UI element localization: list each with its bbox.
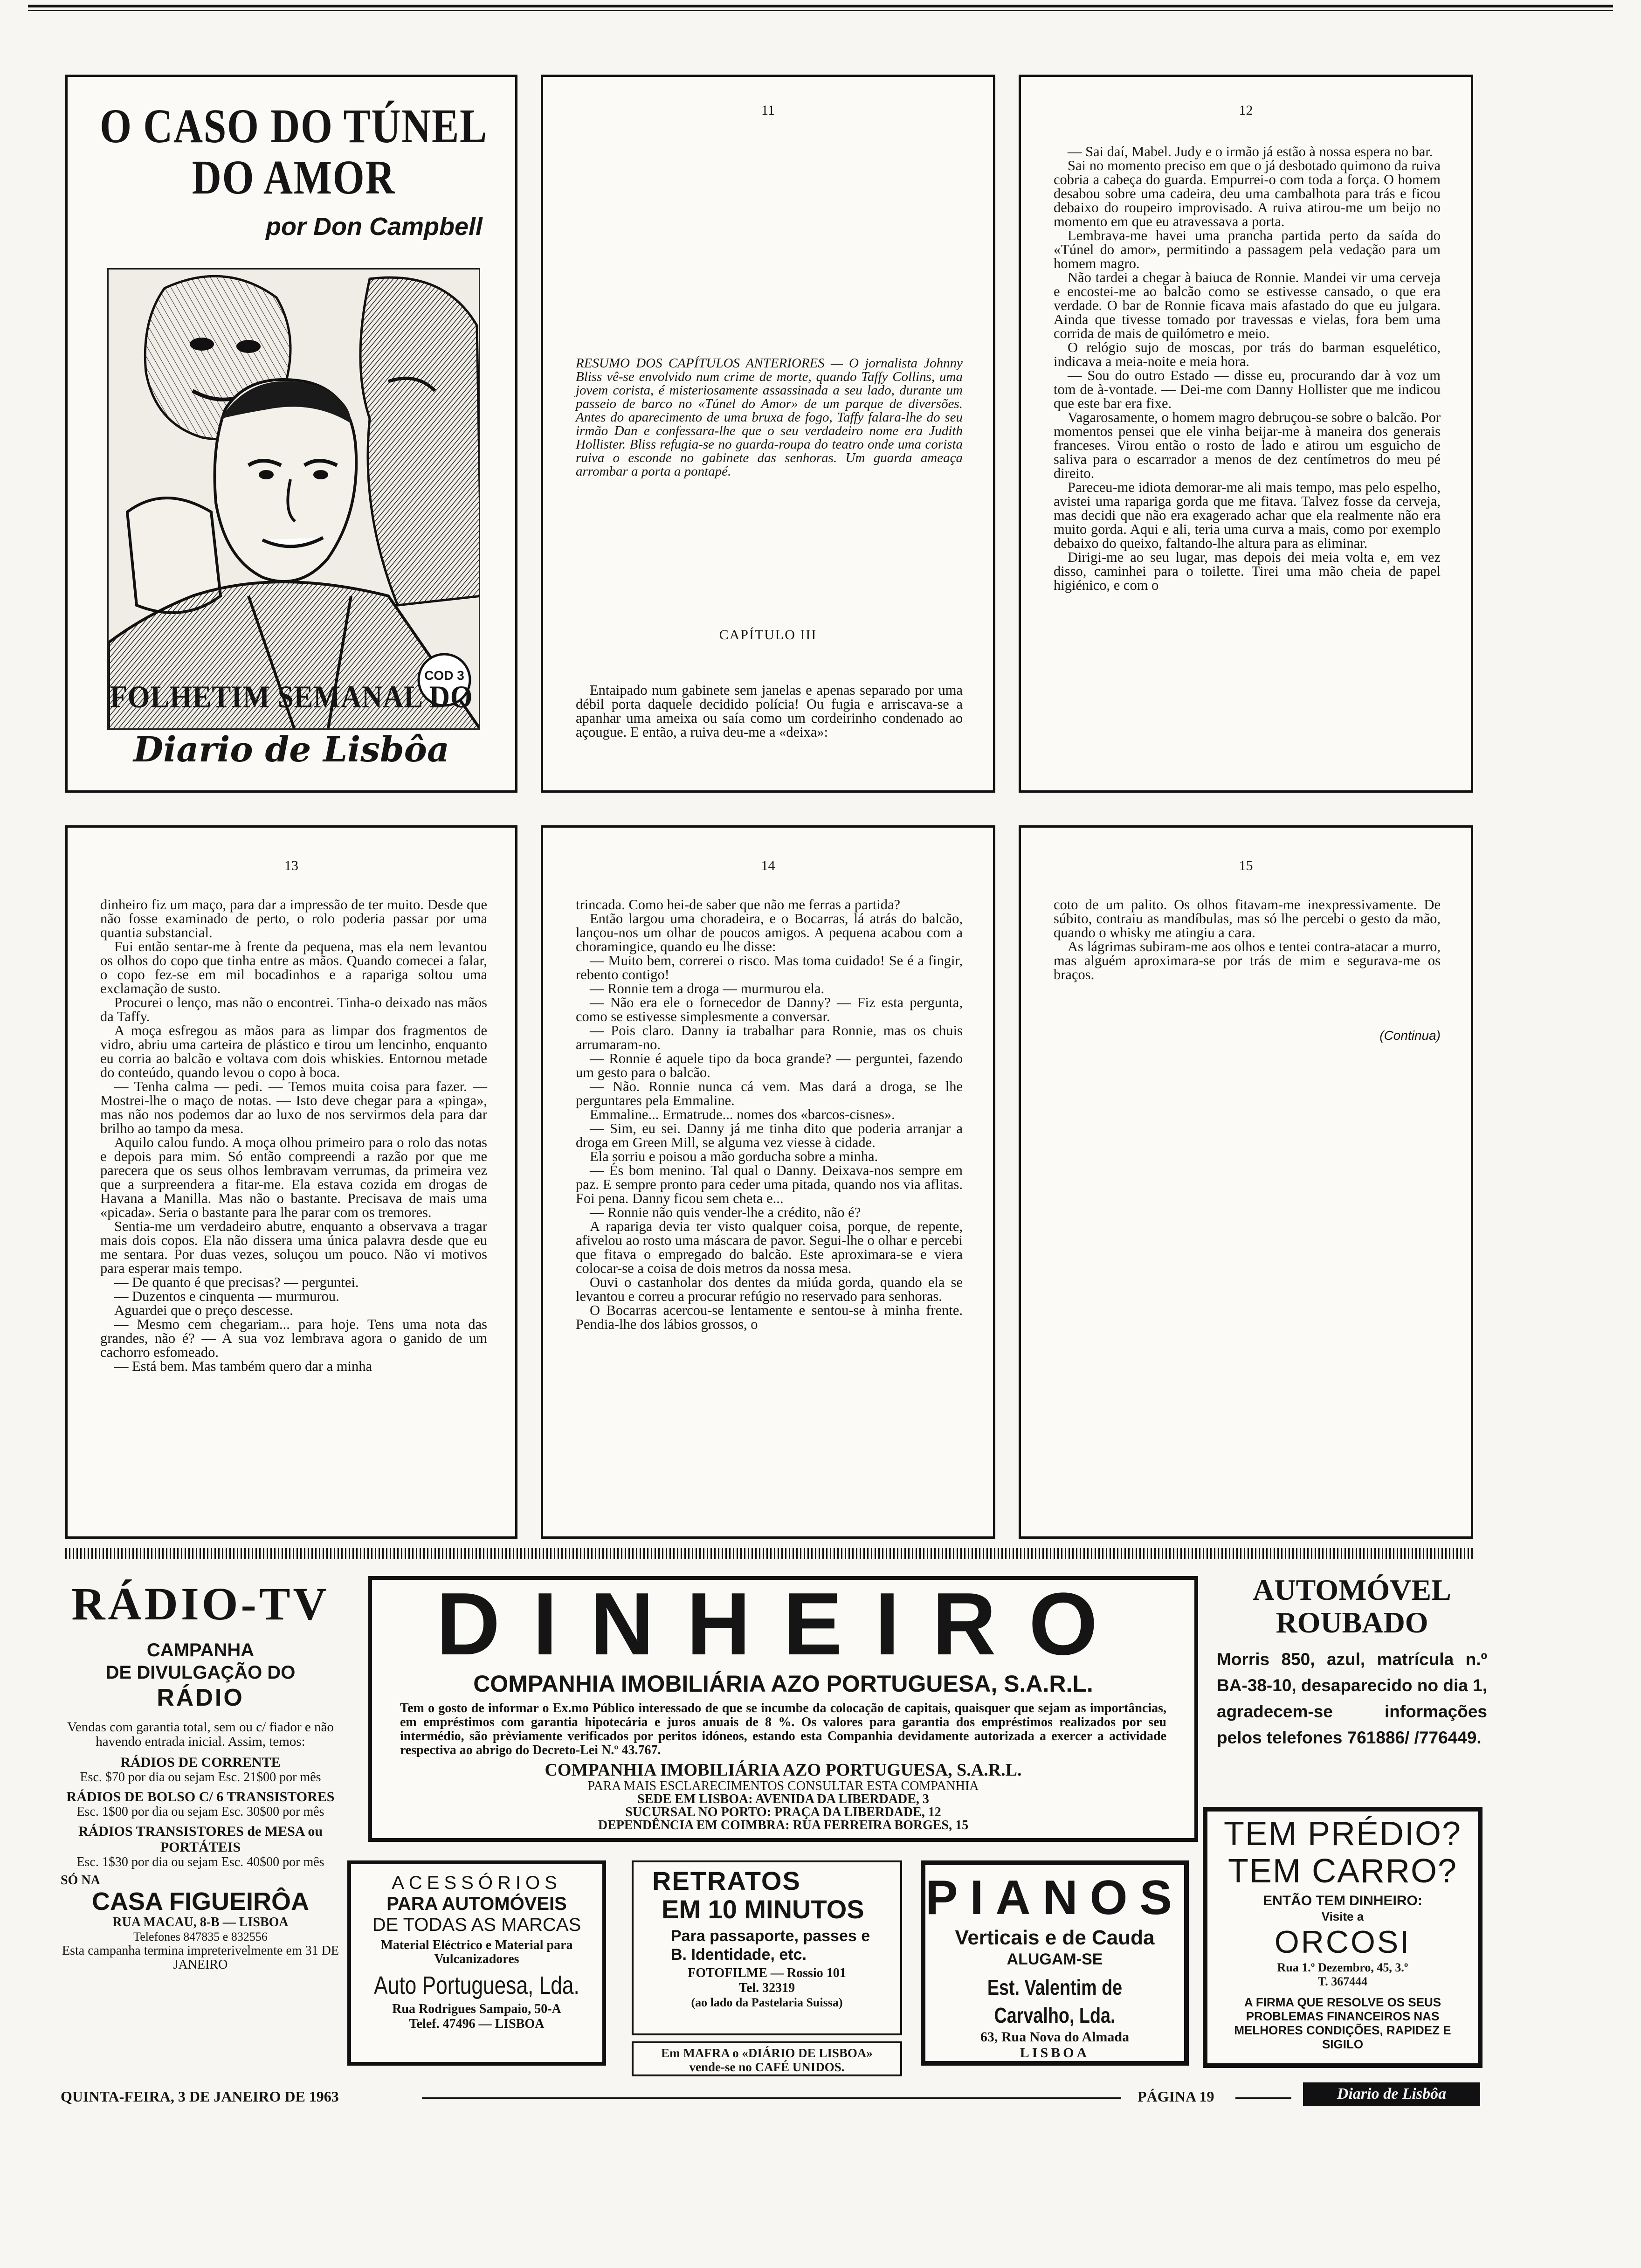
serial-title-line2: DO AMOR xyxy=(192,151,396,204)
paragraph: O relógio sujo de moscas, por trás do barman esquelético, indicava a meia-noite e meia hora. xyxy=(1054,339,1441,369)
radio-title: RÁDIO-TV xyxy=(71,1578,330,1630)
radio-subtitle-2: DE DIVULGAÇÃO DO xyxy=(105,1662,296,1683)
paragraph: coto de um palito. Os olhos fitavam-me inexpressivamente. De súbito, contraiu as mandíbulas, mas só lhe percebi o gesto da mão, quando o whisky me atingiu a cara. xyxy=(1054,897,1441,940)
ad-acessorios xyxy=(347,1860,606,2066)
footer-rule-right xyxy=(1235,2097,1291,2099)
ad-retratos xyxy=(632,1860,902,2035)
radio-address: RUA MACAU, 8-B — LISBOA xyxy=(112,1915,289,1929)
predio-footer: A FIRMA QUE RESOLVE OS SEUS PROBLEMAS FINANCEIROS NAS MELHORES CONDIÇÕES, RAPIDEZ E SIGILO xyxy=(1234,1995,1451,2051)
paragraph: Sai no momento preciso em que o já desbotado quimono da ruiva cobria a cabeça do guarda. Empurrei-o com toda a força. O homem desabou sobre uma cadeira, deu uma cambalhota para trás e ficou debaixo do roupeiro improvisado. A ruiva atirou-me um beijo no momento em que eu atravessava a porta. xyxy=(1054,158,1441,229)
paragraph: As lágrimas subiram-me aos olhos e tentei contra-atacar a murro, mas alguém aproximara-se por trás de mim e segurava-me os braços. xyxy=(1054,939,1441,982)
paragraph: — Pois claro. Danny ia trabalhar para Ronnie, mas os chuis arrumaram-no. xyxy=(576,1023,963,1052)
predio-line3: ENTÃO TEM DINHEIRO: xyxy=(1263,1893,1422,1908)
page-13-text xyxy=(100,898,487,1373)
paragraph: — És bom menino. Tal qual o Danny. Deixava-nos sempre em paz. E sempre pronto para ceder uma pitada, quando nos via aflitas. Foi pena. Danny ficou sem cheta e... xyxy=(576,1162,963,1206)
predio-phone: T. 367444 xyxy=(1317,1975,1368,1988)
paragraph: Aguardei que o preço descesse. xyxy=(114,1302,293,1318)
cover-credit-badge: COD 3 xyxy=(424,668,464,683)
acessorios-line3: DE TODAS AS MARCAS xyxy=(372,1915,581,1935)
paragraph: — Está bem. Mas também quero dar a minha xyxy=(114,1358,372,1374)
footer-page-number: PÁGINA 19 xyxy=(1138,2088,1214,2105)
dinheiro-body: Tem o gosto de informar o Ex.mo Público interessado de que se incumbe da colocação de capitais, quaisquer que sejam as importâncias, em empréstimos com garantia hipotecária e juros anuais de 8 %. Os valores para garantia dos empréstimos realizados por seu intermédio, são prèviamente verificados por peritos idóneos, estando esta Companhia devidamente autorizada a exercer a actividade respectiva ao abrigo do Decreto-Lei N.º 43.767. xyxy=(400,1701,1166,1757)
paragraph: — Não era ele o fornecedor de Danny? — Fiz esta pergunta, como se estivesse simplesmente a conversar. xyxy=(576,995,963,1024)
radio-intro: Vendas com garantia total, sem ou c/ fiador e não havendo entrada inicial. Assim, temos: xyxy=(67,1720,334,1749)
predio-line4: Visite a xyxy=(1321,1909,1364,1923)
retratos-note: (ao lado da Pastelaria Suissa) xyxy=(691,1996,843,2009)
predio-brand: ORCOSI xyxy=(1274,1924,1411,1960)
paragraph: — Duzentos e cinquenta — murmurou. xyxy=(114,1288,339,1304)
paragraph: Procurei o lenço, mas não o encontrei. Tinha-o deixado nas mãos da Taffy. xyxy=(100,995,487,1024)
paragraph: — Sai daí, Mabel. Judy e o irmão já estão à nossa espera no bar. xyxy=(1068,144,1433,159)
paragraph: — Ronnie não quis vender-lhe a crédito, não é? xyxy=(590,1204,861,1220)
dinheiro-info-2: SEDE EM LISBOA: AVENIDA DA LIBERDADE, 3 xyxy=(637,1792,929,1806)
acessorios-brand: Auto Portuguesa, Lda. xyxy=(374,1971,579,1999)
page-number-11: 11 xyxy=(761,103,775,118)
dinheiro-company-2: COMPANHIA IMOBILIÁRIA AZO PORTUGUESA, S.A.R.L. xyxy=(545,1760,1022,1780)
dinheiro-company: COMPANHIA IMOBILIÁRIA AZO PORTUGUESA, S.A.R.L. xyxy=(473,1671,1093,1697)
paragraph: — Ronnie é aquele tipo da boca grande? — perguntei, fazendo um gesto para o balcão. xyxy=(576,1051,963,1080)
retratos-line2: EM 10 MINUTOS xyxy=(662,1895,864,1924)
acessorios-address: Rua Rodrigues Sampaio, 50-A xyxy=(392,2002,561,2016)
ad-pianos xyxy=(921,1860,1189,2066)
serial-page-14 xyxy=(541,825,995,1539)
paragraph: — Tenha calma — pedi. — Temos muita coisa para fazer. — Mostrei-lhe o maço de notas. — Isto deve chegar para a «pinga», mas não nos podemos dar ao luxo de nos servirmos dela para dar brilho ao tampo da mesa. xyxy=(100,1079,487,1136)
paragraph: trincada. Como hei-de saber que não me ferras a partida? xyxy=(576,897,901,913)
chapter-heading: CAPÍTULO III xyxy=(719,627,817,643)
paragraph: Aquilo calou fundo. A moça olhou primeiro para o rolo das notas e depois para mim. Só então compreendi a razão por que me parecera que os seus olhos lembravam verrumas, da primeira vez que a surpreendera a fitar-me. Ela estava cozida em drogas de Havana a Manilla. Mas não o bastante. Precisava de mais uma «picada». Seria o bastante para lhe parar com os tremores. xyxy=(100,1134,487,1220)
serial-page-12 xyxy=(1019,75,1473,793)
paragraph: O Bocarras acercou-se lentamente e sentou-se à minha frente. Pendia-lhe dos lábios grossos, o xyxy=(576,1302,963,1332)
paragraph: — Sou do outro Estado — disse eu, procurando dar à voz um tom de à-vontade. — Dei-me com Danny Hollister que me indicou que este bar era fixe. xyxy=(1054,367,1441,411)
paragraph: Sentia-me um verdadeiro abutre, enquanto a observava a tragar mais dois copos. Ela não dissera uma única palavra desde que eu me sentara. Por duas vezes, soluçou um pouco. Não vi motivos para esperar mais tempo. xyxy=(100,1218,487,1276)
paragraph: — Muito bem, correrei o risco. Mas toma cuidado! Se é a fingir, rebento contigo! xyxy=(576,953,963,982)
dinheiro-info-3: SUCURSAL NO PORTO: PRAÇA DA LIBERDADE, 12 xyxy=(625,1805,941,1819)
serial-title-line1: O CASO DO TÚNEL xyxy=(100,99,488,153)
radio-subtitle-3: RÁDIO xyxy=(157,1684,244,1711)
serial-footer-masthead: Diario de Lisbôa xyxy=(133,730,449,770)
ad-dinheiro xyxy=(368,1576,1198,1842)
paragraph: Ela sorriu e poisou a mão gorducha sobre a minha. xyxy=(590,1148,878,1164)
page-14-text xyxy=(576,898,963,1331)
paragraph: — De quanto é que precisas? — perguntei. xyxy=(114,1274,359,1290)
acessorios-line1: ACESSÓRIOS xyxy=(392,1873,562,1893)
retratos-line3: Para passaporte, passes e B. Identidade, etc. xyxy=(671,1927,870,1964)
ad-mafra xyxy=(632,2041,902,2076)
page-number-15: 15 xyxy=(1239,858,1253,873)
radio-phones: Telefones 847835 e 832556 xyxy=(133,1930,268,1943)
paragraph: Lembrava-me havei uma prancha partida perto da saída do «Túnel do amor», permitindo a passagem pela vedação para um homem magro. xyxy=(1054,228,1441,271)
pianos-city: LISBOA xyxy=(1020,2045,1090,2061)
retratos-line1: RETRATOS xyxy=(652,1866,801,1895)
cover-illustration xyxy=(107,268,480,730)
top-rule-thin xyxy=(28,10,1613,11)
page-number-14: 14 xyxy=(761,858,775,873)
radio-ends: Esta campanha termina impreterivelmente em 31 DE JANEIRO xyxy=(62,1943,339,1972)
radio-price-3: Esc. 1$30 por dia ou sejam Esc. 40$00 por mês xyxy=(76,1855,324,1869)
top-rule xyxy=(28,5,1613,7)
page-15-text xyxy=(1054,898,1441,982)
serial-cover-panel xyxy=(65,75,517,793)
page-number-12: 12 xyxy=(1239,103,1253,118)
paragraph: Emmaline... Ermatrude... nomes dos «barcos-cisnes». xyxy=(590,1106,895,1122)
ad-radio-tv xyxy=(61,1578,340,2077)
pianos-line2: ALUGAM-SE xyxy=(1007,1950,1103,1968)
radio-price-2: Esc. 1$00 por dia ou sejam Esc. 30$00 por mês xyxy=(76,1805,324,1819)
paragraph: — Não. Ronnie nunca cá vem. Mas dará a droga, se lhe perguntares pela Emmaline. xyxy=(576,1079,963,1108)
automovel-title-2: ROUBADO xyxy=(1276,1606,1428,1639)
chapter-opening-text: Entaipado num gabinete sem janelas e apenas separado por uma débil porta daquele decidido polícia! Ou fugia e arriscava-se a apanhar uma ameixa ou saía como um cordeirinho condenado ao açougue. E então, a ruiva deu-me a «deixa»: xyxy=(576,682,963,740)
radio-item-3: RÁDIOS TRANSISTORES de MESA ou PORTÁTEIS xyxy=(78,1824,323,1855)
radio-subtitle-1: CAMPANHA xyxy=(146,1640,255,1660)
paragraph: — Sim, eu sei. Danny já me tinha dito que poderia arranjar a droga em Green Mill, se alguma vez viesse à cidade. xyxy=(576,1120,963,1150)
radio-item-1: RÁDIOS DE CORRENTE xyxy=(120,1755,281,1770)
paragraph: dinheiro fiz um maço, para dar a impressão de ter muito. Desde que não fosse examinado de perto, o rolo poderia passar por uma quantia substancial. xyxy=(100,897,487,940)
serial-byline: por Don Campbell xyxy=(265,213,483,241)
ad-tem-predio xyxy=(1203,1807,1482,2068)
serial-page-13 xyxy=(65,825,517,1539)
pianos-address: 63, Rua Nova do Almada xyxy=(980,2029,1130,2045)
paragraph: — Ronnie tem a droga — murmurou ela. xyxy=(590,981,825,996)
radio-store: CASA FIGUEIRÔA xyxy=(91,1888,309,1915)
paragraph: Dirigi-me ao seu lugar, mas depois dei meia volta e, em vez disso, caminhei para o toilette. Tirei uma mão cheia de papel higiénico, e com o xyxy=(1054,549,1441,593)
radio-price-1: Esc. $70 por dia ou sejam Esc. 21$00 por mês xyxy=(80,1770,321,1784)
paragraph: A rapariga devia ter visto qualquer coisa, porque, de repente, afivelou ao rosto uma máscara de pavor. Segui-lhe o olhar e percebi que fitava o empregado do balcão. Este aproximara-se e viera colocar-se a coisa de dois metros da nossa mesa. xyxy=(576,1218,963,1276)
predio-line1: TEM PRÉDIO? xyxy=(1223,1815,1462,1853)
paragraph: Então largou uma choradeira, e o Bocarras, lá atrás do balcão, lançou-nos um olhar de poucos amigos. A pequena acabou com a choramingice, quando eu lhe disse: xyxy=(576,911,963,954)
dinheiro-info-1: PARA MAIS ESCLARECIMENTOS CONSULTAR ESTA COMPANHIA xyxy=(587,1779,979,1793)
automovel-body: Morris 850, azul, matrícula n.º BA-38-10, desaparecido no dia 1, agradecem-se informações pelos telefones 761886/ /776449. xyxy=(1217,1650,1487,1747)
retratos-phone: Tel. 32319 xyxy=(738,1981,795,1995)
ad-automovel-roubado xyxy=(1217,1574,1487,1798)
radio-only-at: SÓ NA xyxy=(61,1873,100,1888)
footer-rule-left xyxy=(422,2097,1121,2099)
automovel-title-1: AUTOMÓVEL xyxy=(1253,1573,1451,1606)
acessorios-line2: PARA AUTOMÓVEIS xyxy=(386,1894,567,1914)
paragraph: Não tardei a chegar à baiuca de Ronnie. Mandei vir uma cerveja e encostei-me ao balcão como se estivesse cansado, o que era verdade. O bar de Ronnie ficava mais afastado do que eu julgara. Ainda que tivesse tomado por travessas e vielas, fora bem uma corrida de mais de quilómetro e meio. xyxy=(1054,270,1441,341)
paragraph: Ouvi o castanholar dos dentes da miúda gorda, quando ela se levantou e correu a procurar refúgio no reservado para senhoras. xyxy=(576,1274,963,1304)
serial-footer-line1: FOLHETIM SEMANAL DO xyxy=(110,679,473,714)
serial-page-11 xyxy=(541,75,995,793)
ornamental-divider xyxy=(65,1548,1473,1559)
pianos-brand: Est. Valentim de Carvalho, Lda. xyxy=(987,1975,1123,2027)
paragraph: Pareceu-me idiota demorar-me ali mais tempo, mas pelo espelho, avistei uma rapariga gorda que me fitava. Talvez fosse da cerveja, mas decidi que não era exagerado achar que ela realmente não era muito gorda. Aqui e ali, teria uma curva a mais, como por exemplo debaixo do queixo, faltando-lhe altura para as eliminar. xyxy=(1054,479,1441,551)
acessorios-phone: Telef. 47496 — LISBOA xyxy=(409,2017,545,2031)
dinheiro-info-4: DEPENDÊNCIA EM COIMBRA: RUA FERREIRA BORGES, 15 xyxy=(598,1818,969,1832)
predio-address: Rua 1.º Dezembro, 45, 3.º xyxy=(1277,1961,1408,1974)
paragraph: Vagarosamente, o homem magro debruçou-se sobre o balcão. Por momentos pensei que ele vinha beijar-me à maneira dos generais franceses. Virou então o rosto de lado e atirou um esguicho de saliva para o escarrador a menos de dez centímetros do meu pé direito. xyxy=(1054,409,1441,481)
paragraph: — Mesmo cem chegariam... para hoje. Tens uma nota das grandes, não é? — A sua voz lembrava agora o ganido de um cachorro esfomeado. xyxy=(100,1316,487,1360)
dinheiro-headline: DINHEIRO xyxy=(436,1576,1131,1673)
paragraph: A moça esfregou as mãos para as limpar dos fragmentos de vidro, abriu uma carteira de plástico e tirou um lencinho, enquanto eu corria ao balcão e voltava com dois whiskies. Entornou metade do conteúdo, quando levou o copo à boca. xyxy=(100,1023,487,1080)
chapter-summary: RESUMO DOS CAPÍTULOS ANTERIORES — O jornalista Johnny Bliss vê-se envolvido num crime de morte, quando Taffy Collins, uma jovem corista, é misteriosamente assassinada a seu lado, durante um passeio de barco no «Túnel do Amor» de um parque de diversões. Antes do aparecimento de uma bruxa de fogo, Taffy falara-lhe do seu irmão Dan e confessara-lhe que o seu verdadeiro nome era Judith Hollister. Bliss refugia-se no guarda-roupa do teatro onde uma corista ruiva o esconde no gabinete das senhoras. Um guarda ameaça arrombar a porta a pontapé. xyxy=(576,356,963,479)
pianos-line1: Verticais e de Cauda xyxy=(955,1926,1155,1949)
page-12-text xyxy=(1054,145,1441,592)
footer-date: QUINTA-FEIRA, 3 DE JANEIRO DE 1963 xyxy=(61,2088,339,2105)
continua-label: (Continua) xyxy=(1379,1028,1441,1043)
mafra-text: Em MAFRA o «DIÁRIO DE LISBOA» vende-se no CAFÉ UNIDOS. xyxy=(661,2046,873,2074)
serial-page-15 xyxy=(1019,825,1473,1539)
pianos-title: PIANOS xyxy=(925,1871,1184,1925)
footer-masthead: Diario de Lisbôa xyxy=(1303,2082,1480,2106)
retratos-brand: FOTOFILME — Rossio 101 xyxy=(688,1966,846,1980)
page-number-13: 13 xyxy=(284,858,298,873)
radio-item-2: RÁDIOS DE BOLSO C/ 6 TRANSISTORES xyxy=(66,1789,335,1805)
acessorios-line4: Material Eléctrico e Material para Vulcanizadores xyxy=(380,1938,573,1966)
predio-line2: TEM CARRO? xyxy=(1227,1853,1458,1890)
paragraph: Fui então sentar-me à frente da pequena, mas ela nem levantou os olhos do copo que tinha entre as mãos. Quando comecei a falar, o copo fez-se em mil bocadinhos e a rapariga soltou uma exclamação de susto. xyxy=(100,939,487,996)
